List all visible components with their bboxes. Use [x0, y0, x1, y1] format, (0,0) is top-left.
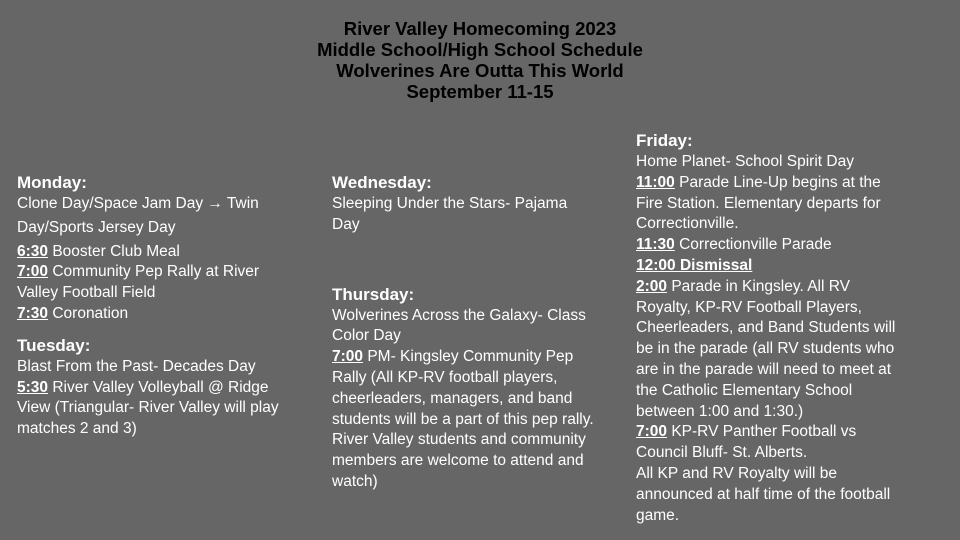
wednesday-theme-line-2: Day	[332, 215, 360, 233]
title-line-2: Middle School/High School Schedule	[317, 39, 643, 60]
column-monday-tuesday	[17, 172, 317, 440]
event-text: PM- Kingsley Community Pep	[367, 348, 574, 366]
monday-event-1	[17, 242, 317, 263]
event-text: Community Pep Rally at River	[52, 263, 260, 281]
event-text: Coronation	[52, 304, 129, 322]
event-time: 7:00	[332, 348, 364, 366]
event-time: 2:00	[636, 277, 668, 295]
friday-event-4-line-3: All KP and RV Royalty will be	[636, 464, 838, 482]
event-time: 11:30	[636, 236, 675, 254]
friday-event-1-line-3: Correctionville.	[636, 215, 739, 233]
thursday-heading: Thursday:	[332, 284, 415, 304]
thursday-event	[332, 347, 632, 368]
wednesday-heading: Wednesday:	[332, 173, 432, 192]
thursday-event-line-4: students will be a part of this pep rally.	[332, 410, 594, 428]
friday-theme: Home Planet- School Spirit Day	[636, 153, 854, 170]
thursday-theme-line-1: Wolverines Across the Galaxy- Class	[332, 306, 586, 324]
friday-event-4-line-2: Council Bluff- St. Alberts.	[636, 444, 808, 462]
thursday-theme-line-2: Color Day	[332, 327, 401, 345]
column-friday	[636, 130, 936, 526]
friday-event-3-line-7: between 1:00 and 1:30.)	[636, 402, 804, 420]
event-text: River Valley Volleyball @ Ridge	[52, 378, 269, 396]
monday-event-2-line-2: Valley Football Field	[17, 284, 156, 302]
friday-event-4	[636, 422, 936, 443]
event-text: Parade Line-Up begins at the	[679, 173, 881, 191]
friday-event-3-line-5: are in the parade will need to meet at	[636, 360, 892, 378]
friday-event-3-line-2: Royalty, KP-RV Football Players,	[636, 298, 862, 316]
friday-event-3-line-3: Cheerleaders, and Band Students will	[636, 319, 896, 337]
friday-heading: Friday:	[636, 131, 693, 150]
event-text: KP-RV Panther Football vs	[671, 423, 857, 441]
friday-event-3	[636, 277, 936, 298]
monday-theme-line-1: Clone Day/Space Jam Day → Twin	[17, 195, 259, 212]
thursday-event-line-7: watch)	[332, 472, 378, 490]
friday-event-3-line-4: be in the parade (all RV students who	[636, 340, 895, 358]
thursday-event-line-3: cheerleaders, managers, and band	[332, 389, 573, 407]
friday-event-4-line-5: game.	[636, 506, 680, 524]
title-line-4: September 11-15	[406, 81, 554, 102]
event-text: Parade in Kingsley. All RV	[671, 277, 850, 295]
event-time: 5:30	[17, 378, 49, 396]
friday-event-1-line-2: Fire Station. Elementary departs for	[636, 194, 881, 212]
monday-event-2	[17, 262, 317, 283]
tuesday-event-line-2: View (Triangular- River Valley will play	[17, 399, 279, 417]
title-line-1: River Valley Homecoming 2023	[343, 18, 617, 39]
event-time: 7:00	[17, 263, 49, 281]
monday-event-3	[17, 304, 317, 325]
tuesday-heading: Tuesday:	[17, 335, 91, 355]
event-time: 6:30	[17, 242, 49, 260]
friday-event-4-line-4: announced at half time of the football	[636, 485, 891, 503]
monday-theme-line-2: Day/Sports Jersey Day	[17, 218, 176, 236]
thursday-event-line-6: members are welcome to attend and	[332, 452, 584, 470]
column-wednesday-thursday	[332, 172, 632, 493]
tuesday-theme: Blast From the Past- Decades Day	[17, 357, 256, 375]
friday-event-1	[636, 173, 936, 194]
wednesday-theme-line-1: Sleeping Under the Stars- Pajama	[332, 195, 568, 212]
schedule-title	[0, 18, 960, 102]
tuesday-event-line-3: matches 2 and 3)	[17, 420, 137, 438]
friday-dismissal: 12:00 Dismissal	[636, 256, 753, 274]
monday-heading: Monday:	[17, 173, 87, 192]
title-line-3: Wolverines Are Outta This World	[336, 60, 624, 81]
event-text: Booster Club Meal	[52, 242, 180, 260]
friday-event-2	[636, 235, 936, 256]
tuesday-event	[17, 378, 317, 399]
event-text: Correctionville Parade	[679, 236, 832, 254]
thursday-event-line-5: River Valley students and community	[332, 431, 586, 449]
event-time: 7:30	[17, 304, 49, 322]
event-time: 11:00	[636, 173, 675, 191]
thursday-event-line-2: Rally (All KP-RV football players,	[332, 368, 558, 386]
event-time: 7:00	[636, 423, 668, 441]
friday-event-3-line-6: the Catholic Elementary School	[636, 381, 853, 399]
